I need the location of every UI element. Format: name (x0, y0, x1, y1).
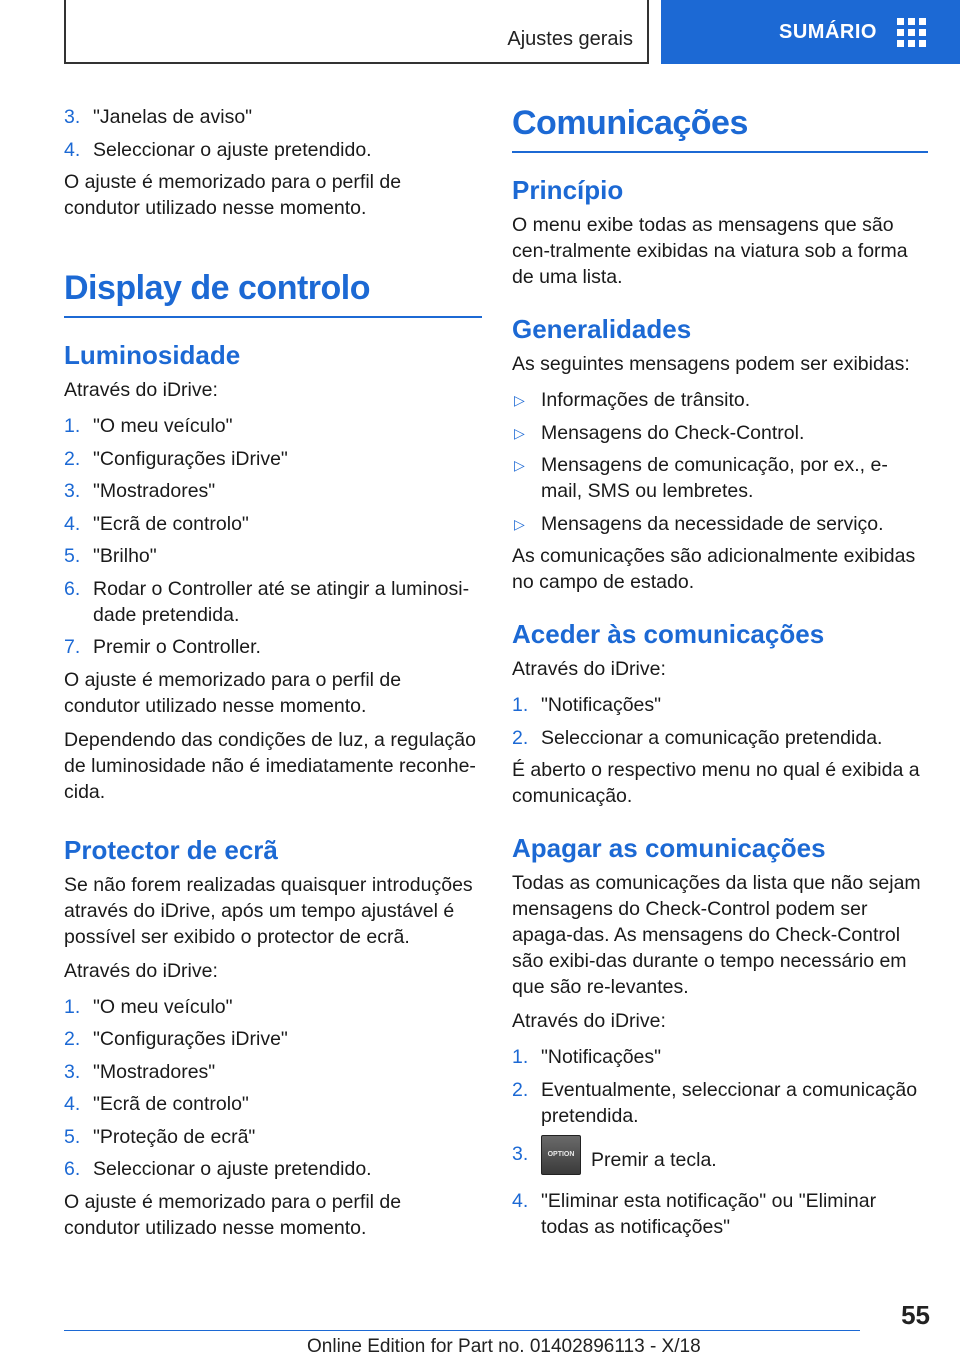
luminosidade-note-2: Dependendo das condições de luz, a regulação de luminosidade não é imediatamente reconhe-cida. (64, 728, 476, 803)
apagar-steps (512, 1044, 928, 1240)
grid-menu-icon (897, 18, 926, 47)
heading-rule (64, 316, 482, 318)
heading-generalidades: Generalidades (512, 314, 692, 344)
header-section-box (64, 0, 649, 64)
luminosidade-steps (64, 413, 482, 660)
apagar-text: Todas as comunicações da lista que não sejam mensagens do Check-Control podem ser apaga-das. As mensagens do Check-Control são exibi-das durante o tempo necessário em que são re-levantes. (512, 872, 921, 998)
list-item: 4. Seleccionar o ajuste pretendido. (64, 138, 372, 161)
list-item: 2. Seleccionar a comunicação pretendida. (512, 726, 883, 749)
footer-edition: Online Edition for Part no. 01402896113 - X/18 (307, 1336, 701, 1357)
list-item: 1. "O meu veículo" (64, 995, 233, 1018)
protector-text: Se não forem realizadas quaisquer introduções através do iDrive, após um tempo ajustável é possível ser exibido o protector de ecrã. (64, 873, 473, 948)
generalidades-note: As comunicações são adicionalmente exibidas no campo de estado. (512, 545, 916, 593)
protector-note: O ajuste é memorizado para o perfil de condutor utilizado nesse momento. (64, 1190, 402, 1239)
heading-rule (512, 151, 928, 153)
bullet-triangle-icon: ▷ (514, 424, 525, 441)
left-column (64, 104, 482, 1249)
list-item: 5. "Proteção de ecrã" (64, 1125, 256, 1148)
list-item: 2. "Configurações iDrive" (64, 447, 288, 470)
bullet-triangle-icon: ▷ (514, 515, 525, 532)
list-item: 1. "Notificações" (512, 694, 662, 716)
heading-luminosidade: Luminosidade (64, 340, 241, 370)
list-item: 2. Eventualmente, seleccionar a comunicação pretendida. (512, 1078, 918, 1127)
bullet-triangle-icon: ▷ (514, 392, 525, 408)
list-item: 4. "Ecrã de controlo" (64, 1093, 249, 1115)
summary-label: SUMÁRIO (779, 20, 877, 43)
bullet-triangle-icon: ▷ (514, 457, 525, 473)
list-item: ▷ Mensagens de comunicação, por ex., e-mail, SMS ou lembretes. (514, 454, 888, 502)
luminosidade-lead: Através do iDrive: (64, 379, 218, 401)
list-item: 6. Rodar o Controller até se atingir a luminosi-dade pretendida. (64, 577, 470, 626)
intro-steps (64, 104, 482, 163)
list-item: 7. Premir o Controller. (64, 636, 261, 658)
page-number: 55 (901, 1300, 930, 1330)
heading-principio: Princípio (512, 175, 624, 205)
protector-steps (64, 994, 482, 1183)
option-button-icon: OPTION (541, 1135, 581, 1175)
luminosidade-note: O ajuste é memorizado para o perfil de condutor utilizado nesse momento. (64, 668, 402, 717)
heading-aceder: Aceder às comunicações (512, 619, 825, 649)
footer-rule (64, 1330, 860, 1331)
list-item: 4. "Ecrã de controlo" (64, 512, 249, 535)
section-title: Ajustes gerais (507, 28, 633, 50)
list-item: 1. "O meu veículo" (64, 415, 233, 437)
list-item: 4. "Eliminar esta notificação" ou "Eliminar todas as notificações" (512, 1189, 877, 1238)
generalidades-bullets (512, 387, 928, 537)
heading-protector: Protector de ecrã (64, 834, 278, 865)
list-item: ▷ Informações de trânsito. (514, 389, 751, 411)
list-item: 3. "Janelas de aviso" (64, 106, 253, 128)
aceder-steps (512, 692, 928, 751)
intro-note: O ajuste é memorizado para o perfil de condutor utilizado nesse momento. (64, 171, 402, 219)
protector-lead: Através do iDrive: (64, 959, 218, 982)
heading-display-controlo: Display de controlo (64, 269, 370, 307)
heading-apagar: Apagar as comunicações (512, 833, 826, 863)
apagar-lead: Através do iDrive: (512, 1010, 666, 1032)
heading-comunicacoes: Comunicações (512, 104, 748, 142)
list-item: 2. "Configurações iDrive" (64, 1028, 288, 1050)
list-item: ▷ Mensagens do Check-Control. (514, 421, 805, 444)
list-item: 3. "Mostradores" (64, 480, 216, 502)
aceder-lead: Através do iDrive: (512, 658, 666, 680)
aceder-note: É aberto o respectivo menu no qual é exibida a comunicação. (512, 759, 920, 807)
list-item: 6. Seleccionar o ajuste pretendido. (64, 1158, 372, 1180)
list-item: ▷ Mensagens da necessidade de serviço. (514, 512, 884, 535)
list-item: 1. "Notificações" (512, 1046, 662, 1068)
list-item: 3. "Mostradores" (64, 1060, 216, 1083)
list-item: 3. OPTION Premir a tecla. (512, 1135, 928, 1181)
list-item: 5. "Brilho" (64, 545, 157, 567)
principio-text: O menu exibe todas as mensagens que são cen-tralmente exibidas na viatura sob a forma de uma lista. (512, 214, 908, 288)
generalidades-lead: As seguintes mensagens podem ser exibidas: (512, 353, 910, 375)
summary-button[interactable] (661, 0, 960, 64)
right-column (512, 104, 928, 1246)
